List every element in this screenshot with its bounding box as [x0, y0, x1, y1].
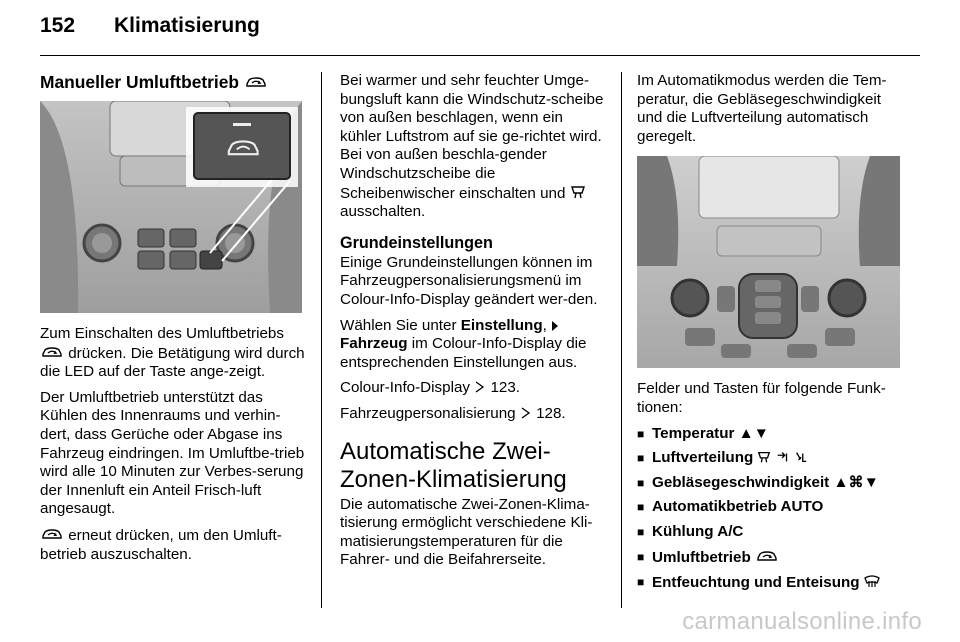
column-divider [621, 72, 622, 608]
paragraph: Im Automatikmodus werden die Tem-peratur, die Gebläsegeschwindigkeit und die Luftverteilung automatisch geregelt. [637, 72, 887, 145]
column-2 [340, 72, 608, 577]
paragraph: Die automatische Zwei-Zonen-Klima-tisierung ermöglicht verschiedene Kli-matisierungstemperaturen für die Fahrer- und die Beifahrerseite. [340, 495, 593, 569]
page-title: Klimatisierung [114, 14, 260, 37]
cross-reference: Colour-Info-Display 123. [340, 379, 521, 397]
list-item: ■ Luftverteilung [637, 449, 905, 468]
paragraph: Felder und Tasten für folgende Funk-tionen: [637, 380, 886, 416]
recirculation-icon [244, 74, 268, 90]
windscreen-air-icon [570, 184, 586, 200]
paragraph: Einige Grundeinstellungen können im Fahrzeugpersonalisierungsmenü im Colour-Info-Display geändert wer-den. [340, 253, 598, 308]
windscreen-air-icon [757, 450, 771, 464]
list-item: ■ Kühlung A/C [637, 523, 905, 542]
column-divider [321, 72, 322, 608]
defrost-icon [864, 573, 880, 589]
section-heading-basic-settings: Grundeinstellungen [340, 233, 493, 252]
face-air-icon [776, 450, 790, 464]
page-number: 152 [40, 14, 76, 37]
climate-control-panel-photo [637, 156, 900, 368]
paragraph: Wählen Sie unter Einstellung, Fahrzeug im Colour-Info-Display die entsprechenden Einstellungen aus. [340, 316, 587, 371]
recirculation-button-photo [40, 101, 302, 313]
settings-menu-term: Einstellung [460, 316, 543, 334]
list-item: ■ Entfeuchtung und Enteisung [637, 573, 905, 593]
arrow-right-icon [551, 320, 559, 332]
section-heading-auto-climate: Automatische Zwei-Zonen-Klimatisierung [340, 437, 567, 493]
list-item: ■ Gebläsegeschwindigkeit ▲⌘▼ [637, 474, 905, 493]
column-1 [40, 72, 308, 571]
function-list [637, 425, 905, 593]
recirculation-icon [755, 548, 779, 564]
reference-arrow-icon [474, 380, 486, 394]
recirculation-icon [40, 344, 64, 360]
recirculation-icon [40, 526, 64, 542]
column-3 [637, 72, 905, 599]
watermark: carmanualsonline.info [682, 608, 922, 635]
paragraph: erneut drücken, um den Umluft-betrieb auszuschalten. [40, 526, 282, 563]
reference-arrow-icon [520, 406, 532, 420]
list-item: ■ Umluftbetrieb [637, 548, 905, 568]
page-header [40, 14, 260, 38]
header-rule [40, 55, 920, 56]
paragraph: Zum Einschalten des Umluftbetriebs drücken. Die Betätigung wird durch die LED auf der Taste ange-zeigt. [40, 325, 305, 381]
footwell-air-icon [794, 450, 808, 464]
list-item: ■ Automatikbetrieb AUTO [637, 498, 905, 517]
list-item: ■ Temperatur ▲▼ [637, 425, 905, 444]
section-heading-recirculation: Manueller Umluftbetrieb [40, 72, 308, 93]
paragraph: Der Umluftbetrieb unterstützt das Kühlen des Innenraums und verhin-dert, dass Gerüche oder Abgase ins Fahrzeug eindringen. Im Umluftbe-trieb wird alle 10 Minuten zur Verbes-serung der Innenluft ein Anteil Frisch-luft angesaugt. [40, 388, 305, 518]
paragraph: Bei warmer und sehr feuchter Umge-bungsluft kann die Windschutz-scheibe von außen beschlagen, wenn ein kühler Luftstrom auf sie ge-richtet wird. Bei von außen beschla-gender Windschutzscheibe die Scheibenwischer einschalten und ausschalten. [340, 72, 604, 221]
cross-reference: Fahrzeugpersonalisierung 128. [340, 404, 566, 422]
vehicle-menu-term: Fahrzeug [340, 335, 408, 353]
